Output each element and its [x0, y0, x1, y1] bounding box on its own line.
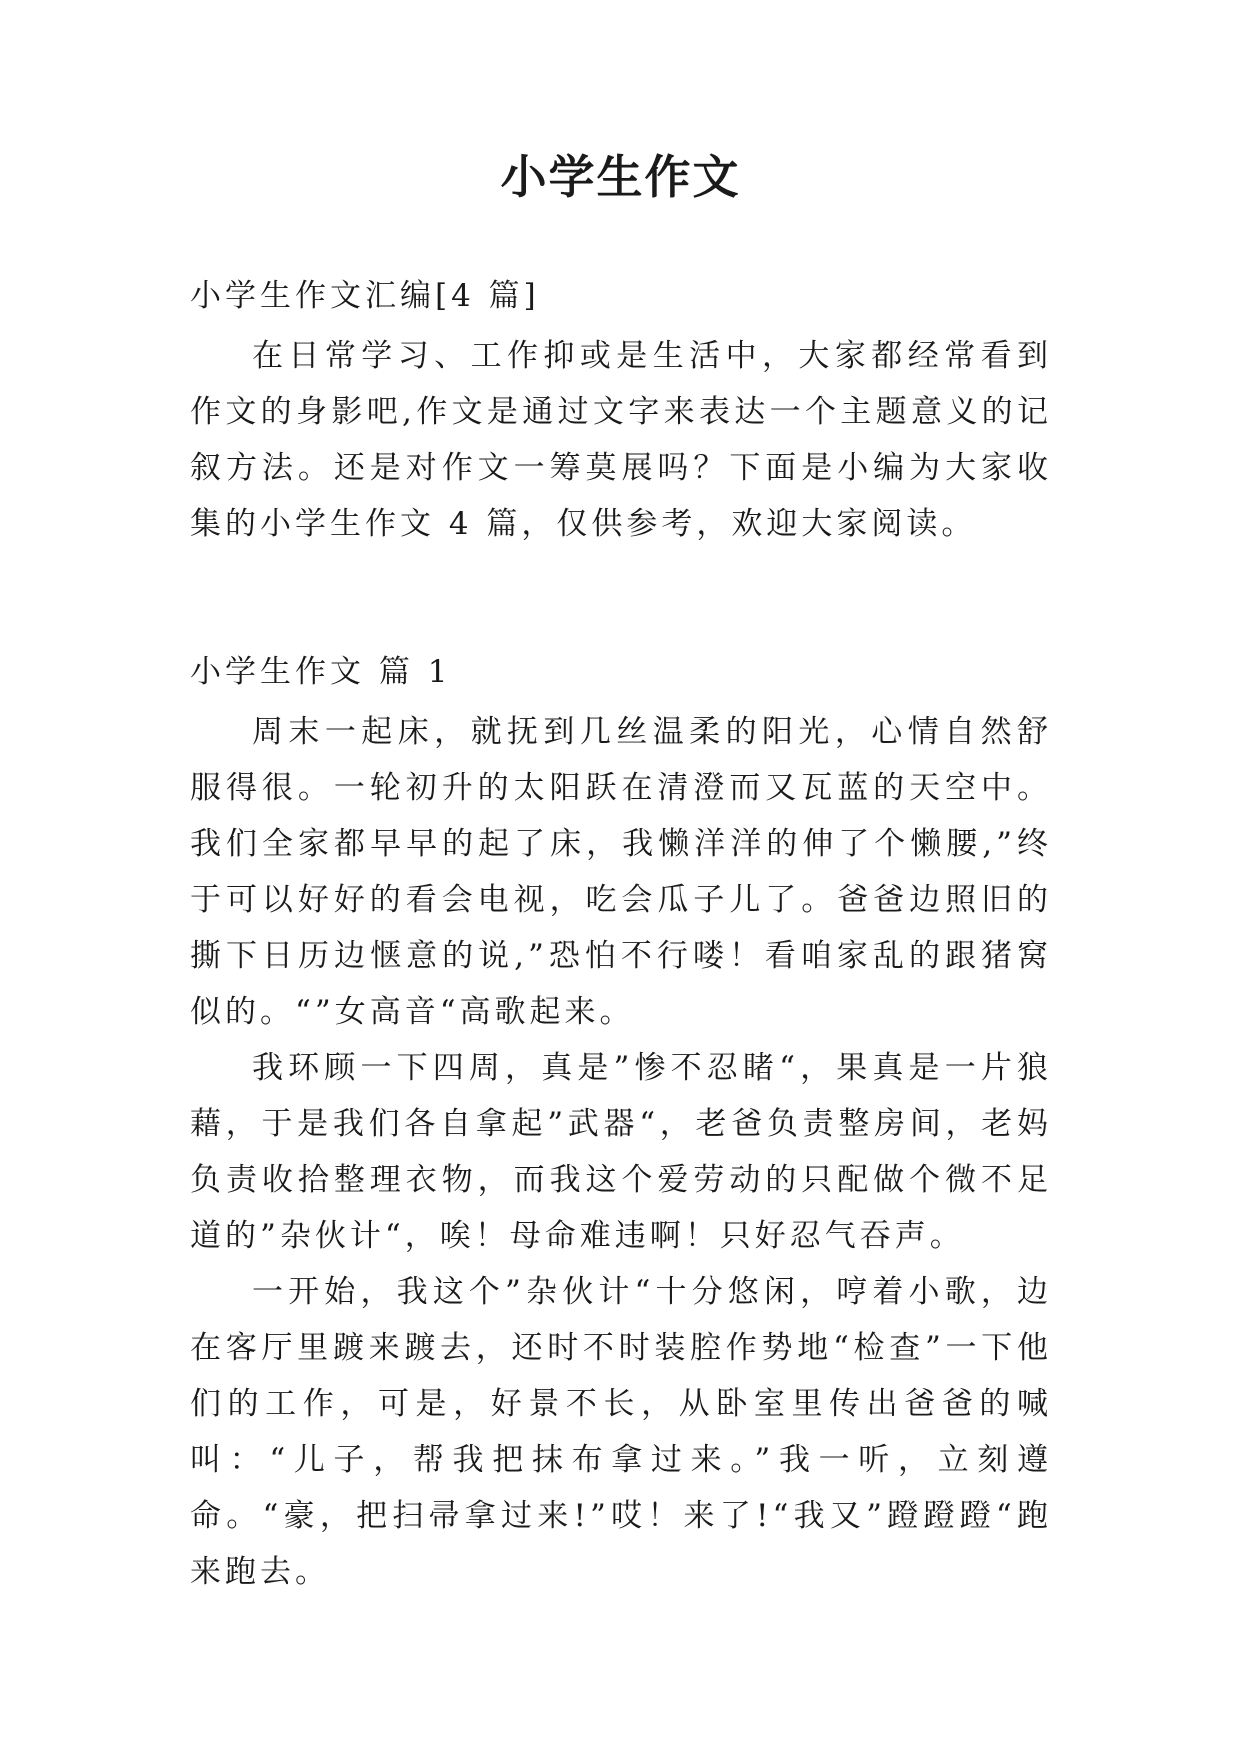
- body-paragraph: 周末一起床，就抚到几丝温柔的阳光，心情自然舒服得很。一轮初升的太阳跃在清澄而又瓦蓝的天空中。我们全家都早早的起了床，我懒洋洋的伸了个懒腰,”终于可以好好的看会电视，吃会瓜子儿了。爸爸边照旧的撕下日历边惬意的说,”恐怕不行喽！看咱家乱的跟猪窝似的。“”女高音“高歌起来。: [190, 714, 1052, 1030]
- body-paragraph: 一开始，我这个”杂伙计“十分悠闲，哼着小歌，边在客厅里踱来踱去，还时不时装腔作势地“检查”一下他们的工作，可是，好景不长，从卧室里传出爸爸的喊叫：“儿子，帮我把抹布拿过来。”我一听，立刻遵命。“豪，把扫帚拿过来!”哎！来了!“我又”蹬蹬蹬“跑来跑去。: [190, 1274, 1052, 1590]
- collection-heading: 小学生作文汇编[4 篇]: [190, 278, 540, 314]
- body-paragraph: 我环顾一下四周，真是”惨不忍睹“，果真是一片狼藉，于是我们各自拿起”武器“，老爸负责整房间，老妈负责收拾整理衣物，而我这个爱劳动的只配做个微不足道的”杂伙计“，唉！母命难违啊！只好忍气吞声。: [190, 1050, 1052, 1254]
- document-body: [190, 268, 1052, 1600]
- document-title: 小学生作文: [500, 150, 741, 204]
- intro-paragraph: 在日常学习、工作抑或是生活中，大家都经常看到作文的身影吧,作文是通过文字来表达一个主题意义的记叙方法。还是对作文一筹莫展吗？下面是小编为大家收集的小学生作文 4 篇，仅供参考，欢迎大家阅读。: [190, 338, 1052, 542]
- section-heading: 小学生作文 篇 1: [190, 654, 452, 690]
- section-spacer: [190, 552, 1052, 644]
